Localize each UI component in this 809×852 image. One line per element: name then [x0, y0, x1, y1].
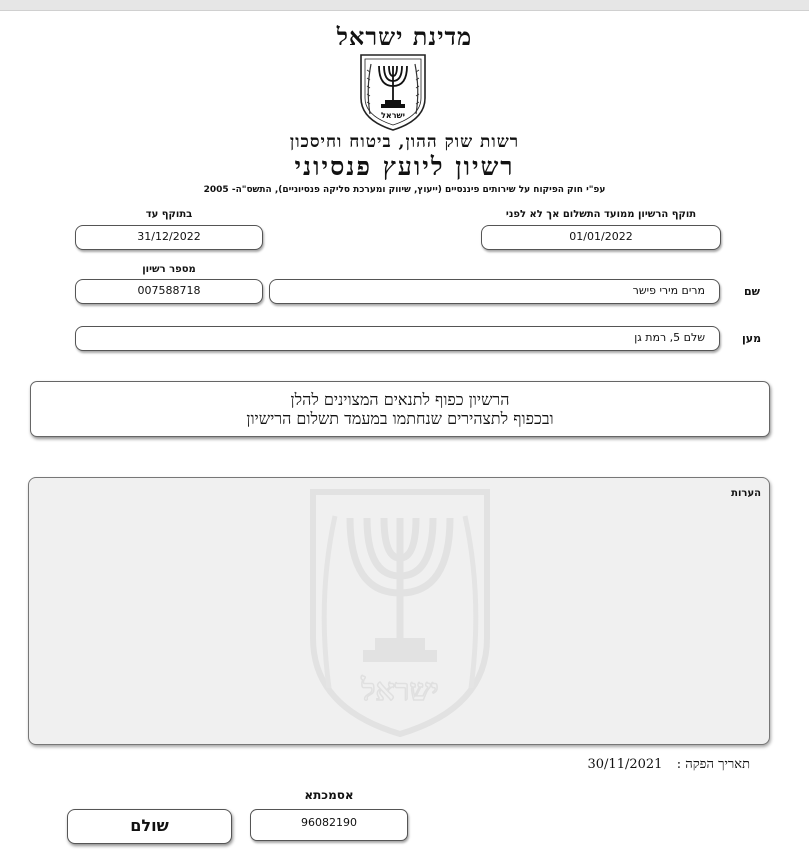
license-number-label: מספר רשיון: [142, 264, 196, 275]
address-label: מען: [742, 332, 762, 345]
notes-label: הערות: [731, 488, 761, 499]
valid-until-label: בתוקף עד: [145, 209, 193, 220]
notes-box: [28, 477, 770, 745]
valid-from-field: 01/01/2022: [481, 225, 721, 250]
issue-date-line: [560, 756, 750, 772]
issue-date-value: 30/11/2021: [587, 757, 663, 772]
state-title: מדינת ישראל: [336, 22, 473, 51]
license-title: רשיון ליועץ פנסיוני: [294, 152, 515, 181]
state-emblem-icon: [357, 52, 429, 132]
emblem-watermark-icon: [305, 488, 495, 738]
law-reference: עפ"י חוק הפיקוח על שירותים פיננסיים (ייעוץ, שיווק ומערכת סליקה פנסיוניים), התשס"ה- 2005: [203, 185, 606, 195]
top-strip: [0, 0, 809, 11]
valid-from-label: תוקף הרשיון ממועד התשלום אך לא לפני: [505, 209, 697, 220]
conditions-line-1: הרשיון כפוף לתנאים המצוינים להלן: [290, 390, 510, 409]
holder-name-label: שם: [744, 285, 761, 298]
license-number-field: 007588718: [75, 279, 263, 304]
reference-label: אסמכתא: [304, 788, 354, 802]
valid-until-field: 31/12/2022: [75, 225, 263, 250]
reference-field: 96082190: [250, 809, 408, 841]
conditions-box: [30, 381, 770, 437]
conditions-line-2: ובכפוף לתצהירים שנחתמו במעמד תשלום הרישיון: [246, 409, 554, 428]
watermark-caption: ישראל: [361, 673, 439, 708]
paid-status-badge: שולם: [67, 809, 232, 844]
issue-date-label: תאריך הפקה :: [676, 757, 750, 772]
address-field: שלם 5, רמת גן: [75, 326, 720, 351]
holder-name-field: מרים מירי פישר: [269, 279, 720, 304]
authority-name: רשות שוק ההון, ביטוח וחיסכון: [289, 132, 520, 152]
emblem-caption: ישראל: [381, 111, 405, 120]
